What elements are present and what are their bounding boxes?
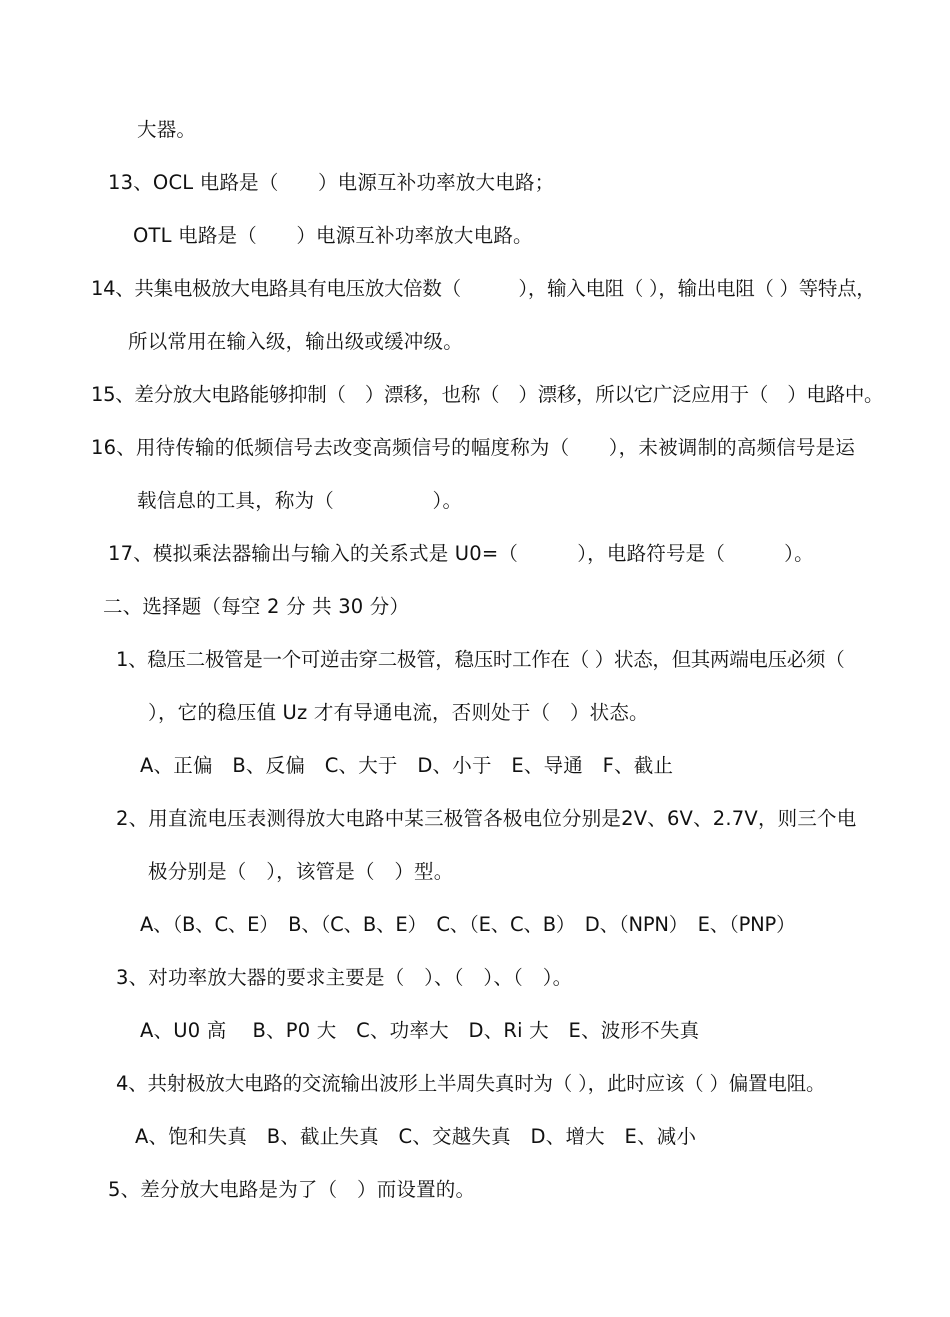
text-line-q14-cont: 所以常用在输入级，输出级或缓冲级。 [128, 330, 463, 353]
text-line-c3-options: A、U0 高 B、P0 大 C、功率大 D、Ri 大 E、波形不失真 [140, 1019, 700, 1042]
text-line-q16-cont: 载信息的工具，称为（ ）。 [137, 489, 463, 512]
text-line-c1-cont: ），它的稳压值 Uz 才有导通电流，否则处于（ ）状态。 [148, 701, 649, 724]
text-line-q15: 15、差分放大电路能够抑制（ ）漂移，也称（ ）漂移，所以它广泛应用于（ ）电路中。 [91, 383, 884, 406]
text-line-c5: 5、差分放大电路是为了（ ）而设置的。 [108, 1178, 476, 1201]
text-line-c4-options: A、饱和失真 B、截止失真 C、交越失真 D、增大 E、减小 [135, 1125, 697, 1148]
text-line-q13-otl: OTL 电路是（ ）电源互补功率放大电路。 [133, 224, 533, 247]
text-line-c2-cont: 极分别是（ ），该管是（ ）型。 [148, 860, 454, 883]
section-heading-choice: 二、选择题（每空 2 分 共 30 分） [103, 595, 410, 618]
text-line-c2: 2、用直流电压表测得放大电路中某三极管各极电位分别是2V、6V、2.7V，则三个电 [116, 807, 857, 830]
text-line-c2-options: A、（B、C、E） B、（C、B、E） C、（E、C、B） D、（NPN） E、（PNP） [140, 913, 796, 936]
text-line-q17: 17、模拟乘法器输出与输入的关系式是 U0=（ ），电路符号是（ ）。 [108, 542, 814, 565]
text-line-q16: 16、用待传输的低频信号去改变高频信号的幅度称为（ ），未被调制的高频信号是运 [91, 436, 856, 459]
text-line-c3: 3、对功率放大器的要求主要是（ ）、（ ）、（ ）。 [116, 966, 573, 989]
text-line-c1-options: A、正偏 B、反偏 C、大于 D、小于 E、导通 F、截止 [140, 754, 674, 777]
text-line-c4: 4、共射极放大电路的交流输出波形上半周失真时为（ ），此时应该（ ）偏置电阻。 [116, 1072, 826, 1095]
text-line-q13: 13、OCL 电路是（ ）电源互补功率放大电路； [108, 171, 555, 194]
text-line-continuation-12: 大器。 [137, 118, 197, 141]
text-line-c1: 1、稳压二极管是一个可逆击穿二极管，稳压时工作在（ ）状态，但其两端电压必须（ [116, 648, 845, 671]
text-line-q14: 14、共集电极放大电路具有电压放大倍数（ ），输入电阻（ ），输出电阻（ ）等特点， [91, 277, 876, 300]
